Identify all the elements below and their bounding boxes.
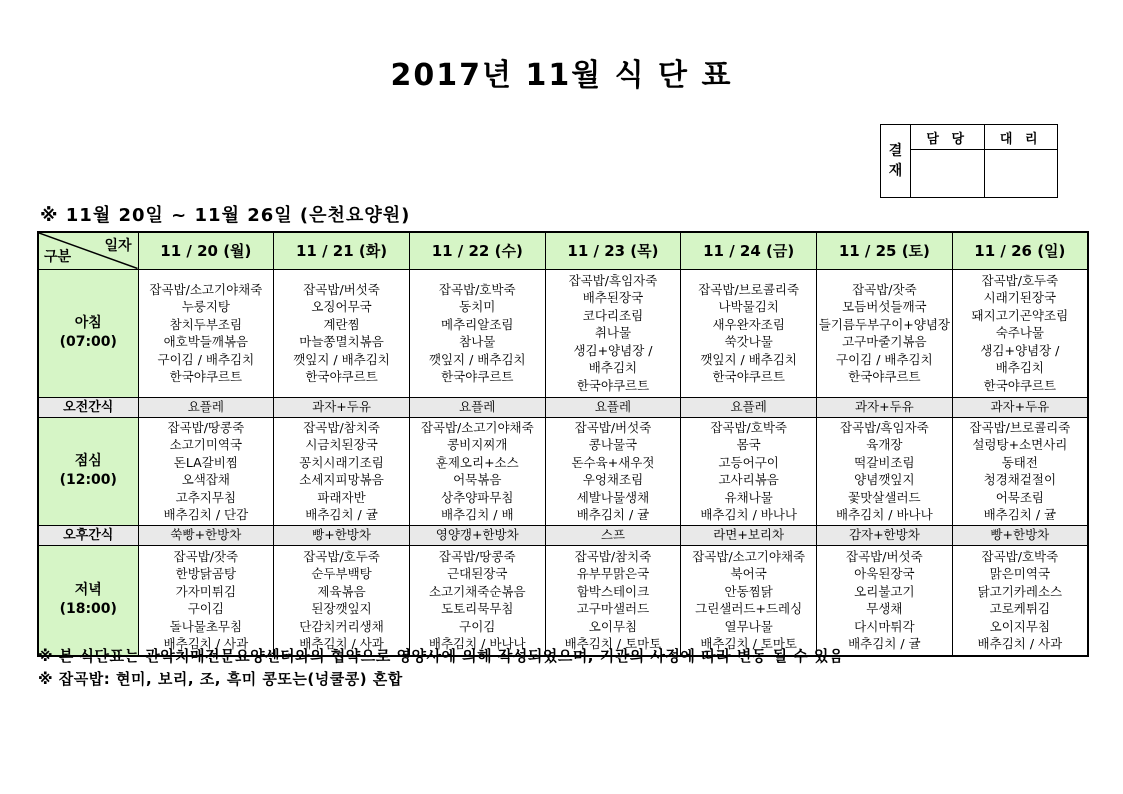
menu-item: 한국야쿠르트	[712, 369, 785, 384]
row-label-breakfast: 아침 (07:00)	[38, 269, 138, 397]
menu-item: 오리불고기	[854, 583, 915, 599]
date-header-6: 11 / 26 (일)	[952, 232, 1088, 269]
menu-row-lunch	[38, 417, 1088, 525]
menu-item: 배추김치 / 귤	[983, 507, 1057, 522]
menu-row-pm-snack	[38, 525, 1088, 545]
menu-item: 어묵조림	[995, 489, 1045, 505]
menu-item: 육개장	[866, 437, 903, 452]
menu-item: 생김+양념장 /	[980, 342, 1060, 358]
lunch-cell-0	[138, 417, 274, 525]
menu-item: 가자미튀김	[175, 583, 237, 599]
pm-snack-cell-0: 쑥빵+한방차	[138, 525, 274, 545]
menu-table	[37, 231, 1089, 657]
menu-item: 배추김치 / 사과	[299, 636, 384, 652]
approval-col-daeri	[984, 125, 1058, 197]
breakfast-cell-2	[409, 269, 545, 397]
pm-snack-cell-3: 스프	[545, 525, 681, 545]
menu-table-body	[38, 269, 1088, 656]
am-snack-cell-0: 요플레	[138, 397, 274, 417]
menu-item: 소고기채죽순볶음	[428, 583, 526, 599]
date-header-0: 11 / 20 (월)	[138, 232, 274, 269]
menu-item: 양념깻잎지	[854, 472, 915, 487]
row-label-am-snack: 오전간식	[38, 397, 138, 417]
menu-item: 배추김치 / 귤	[576, 507, 650, 522]
pm-snack-cell-5: 감자+한방차	[817, 525, 953, 545]
menu-item: 어묵볶음	[453, 472, 502, 487]
date-header-1: 11 / 21 (화)	[274, 232, 410, 269]
menu-item: 동태전	[1001, 454, 1038, 470]
am-snack-cell-2: 요플레	[409, 397, 545, 417]
menu-item: 잡곡밥/잣죽	[852, 281, 917, 297]
menu-row-breakfast	[38, 269, 1088, 397]
menu-item: 아욱된장국	[854, 566, 915, 582]
menu-item: 한방닭곰탕	[175, 566, 237, 582]
table-header-row	[38, 232, 1088, 269]
menu-item: 들기름두부구이+양념장	[818, 316, 950, 332]
menu-item: 참치두부조림	[169, 316, 243, 332]
menu-item: 오이지무침	[989, 618, 1051, 634]
note-2: ※ 잡곡밥: 현미, 보리, 조, 흑미 콩또는(넝쿨콩) 혼합	[38, 670, 403, 688]
am-snack-cell-3: 요플레	[545, 397, 681, 417]
pm-snack-cell-6: 빵+한방차	[952, 525, 1088, 545]
menu-item: 취나물	[594, 325, 632, 341]
menu-item: 계란찜	[323, 316, 360, 332]
menu-item: 한국야쿠르트	[983, 377, 1057, 393]
menu-item: 한국야쿠르트	[848, 369, 921, 384]
menu-item: 순두부백탕	[311, 566, 372, 582]
menu-item: 소고기미역국	[169, 437, 243, 452]
menu-item: 잡곡밥/호두죽	[303, 548, 380, 564]
menu-item: 열무나물	[724, 618, 773, 634]
menu-item: 깻잎지 / 배추김치	[428, 351, 526, 367]
menu-item: 소세지피망볶음	[299, 472, 384, 487]
corner-label-category: 구분	[44, 248, 72, 265]
am-snack-cell-4: 요플레	[681, 397, 817, 417]
menu-item: 상추양파무침	[441, 489, 514, 505]
menu-item: 잡곡밥/버섯죽	[303, 281, 380, 297]
menu-item: 시래기된장국	[983, 290, 1057, 306]
menu-item: 몸국	[736, 437, 761, 452]
corner-cell	[38, 232, 138, 269]
menu-item: 잡곡밥/참치죽	[303, 419, 380, 435]
menu-item: 새우완자조림	[712, 316, 785, 332]
menu-item: 배추김치 / 귤	[848, 636, 921, 652]
pm-snack-cell-1: 빵+한방차	[274, 525, 410, 545]
week-range-subtitle: ※ 11월 20일 ~ 11월 26일 (은천요양원)	[40, 205, 411, 226]
menu-item: 잡곡밥/브로콜리죽	[698, 281, 800, 297]
dinner-cell-3	[545, 545, 681, 656]
menu-item: 배추김치 / 토마토	[564, 636, 662, 652]
menu-item: 돈수육+새우젓	[571, 454, 655, 470]
menu-item: 잡곡밥/호박죽	[710, 419, 787, 435]
menu-item: 잡곡밥/소고기야채죽	[692, 548, 806, 564]
menu-item: 참나물	[459, 334, 496, 349]
date-header-4: 11 / 24 (금)	[681, 232, 817, 269]
breakfast-cell-6	[952, 269, 1088, 397]
menu-item: 잡곡밥/브로콜리죽	[969, 419, 1071, 435]
lunch-cell-3	[545, 417, 681, 525]
approval-col-damdang	[911, 125, 984, 197]
menu-item: 콩비지찌개	[447, 437, 508, 452]
approval-sign-cell-daeri	[985, 150, 1058, 197]
lunch-cell-5	[817, 417, 953, 525]
breakfast-cell-5	[817, 269, 953, 397]
am-snack-cell-1: 과자+두유	[274, 397, 410, 417]
dinner-cell-1	[274, 545, 410, 656]
menu-item: 누룽지탕	[181, 299, 230, 314]
menu-item: 배추김치 / 바나나	[836, 507, 933, 522]
corner-label-date: 일자	[104, 238, 132, 254]
menu-item: 고구마줄기볶음	[842, 334, 927, 349]
menu-item: 단감치커리생채	[299, 618, 384, 634]
menu-item: 배추김치 / 단감	[163, 507, 249, 522]
menu-item: 동치미	[459, 299, 496, 314]
lunch-cell-1	[274, 417, 410, 525]
breakfast-cell-3	[545, 269, 681, 397]
pm-snack-cell-2: 영양갱+한방차	[409, 525, 545, 545]
menu-item: 배추된장국	[582, 290, 644, 306]
menu-item: 잡곡밥/버섯죽	[574, 419, 652, 435]
menu-item: 한국야쿠르트	[576, 377, 650, 393]
menu-item: 무생채	[866, 601, 903, 617]
menu-item: 잡곡밥/호박죽	[981, 548, 1059, 564]
am-snack-cell-6: 과자+두유	[952, 397, 1088, 417]
menu-item: 콩나물국	[588, 437, 638, 452]
menu-item: 세발나물생채	[576, 489, 650, 505]
date-header-2: 11 / 22 (수)	[409, 232, 545, 269]
menu-item: 잡곡밥/참치죽	[574, 548, 652, 564]
lunch-cell-4	[681, 417, 817, 525]
menu-item: 배추김치	[995, 360, 1045, 376]
menu-item: 그린샐러드+드레싱	[695, 601, 803, 617]
row-label-lunch: 점심 (12:00)	[38, 417, 138, 525]
menu-item: 유부무맑은국	[576, 566, 650, 582]
approval-header-damdang: 담 당	[911, 125, 984, 150]
menu-item: 잡곡밥/호박죽	[438, 281, 516, 297]
menu-item: 우엉채조림	[582, 472, 644, 487]
menu-item: 숙주나물	[995, 325, 1045, 341]
menu-item: 돈LA갈비찜	[173, 454, 238, 470]
menu-item: 고구마샐러드	[576, 601, 650, 617]
menu-item: 생김+양념장 /	[573, 342, 653, 358]
am-snack-cell-5: 과자+두유	[817, 397, 953, 417]
page-title: 2017년 11월 식 단 표	[390, 58, 733, 93]
dinner-cell-5	[817, 545, 953, 656]
row-label-dinner: 저녁 (18:00)	[38, 545, 138, 656]
menu-item: 돼지고기곤약조림	[971, 307, 1069, 323]
menu-item: 오이무침	[588, 618, 638, 634]
breakfast-cell-1	[274, 269, 410, 397]
menu-item: 배추김치 / 사과	[163, 636, 249, 652]
date-header-3: 11 / 23 (목)	[545, 232, 681, 269]
menu-item: 배추김치 / 바나나	[700, 507, 797, 522]
dinner-cell-6	[952, 545, 1088, 656]
pm-snack-cell-4: 라면+보리차	[681, 525, 817, 545]
menu-item: 돌나물초무침	[169, 618, 243, 634]
dinner-cell-4	[681, 545, 817, 656]
menu-item: 오색잡채	[181, 472, 230, 487]
breakfast-cell-0	[138, 269, 274, 397]
menu-item: 잡곡밥/잣죽	[173, 548, 239, 564]
menu-item: 고등어구이	[718, 454, 779, 470]
date-header-5: 11 / 25 (토)	[817, 232, 953, 269]
menu-item: 마늘쫑멸치볶음	[299, 334, 384, 349]
menu-item: 잡곡밥/버섯죽	[846, 548, 923, 564]
menu-item: 구이김	[459, 618, 496, 634]
dinner-cell-2	[409, 545, 545, 656]
menu-item: 잡곡밥/호두죽	[981, 272, 1059, 288]
menu-item: 파래자반	[317, 489, 366, 505]
menu-item: 된장깻잎지	[311, 601, 372, 617]
lunch-cell-6	[952, 417, 1088, 525]
menu-item: 청경채겉절이	[983, 472, 1057, 487]
menu-item: 안동찜닭	[724, 583, 773, 599]
row-label-pm-snack: 오후간식	[38, 525, 138, 545]
note-1: ※ 본 식단표는 관악치매전문요양센터와의 협약으로 영양사에 의해 작성되었으며, 기관의 사정에 따라 변동 될 수 있음	[38, 647, 844, 665]
approval-box	[880, 124, 1058, 198]
approval-stamp-label: 결재	[881, 125, 911, 197]
menu-item: 북어국	[730, 566, 767, 582]
menu-item: 잡곡밥/흑임자죽	[568, 272, 658, 288]
menu-item: 배추김치 / 귤	[305, 507, 378, 522]
menu-item: 다시마튀각	[854, 618, 915, 634]
menu-item: 배추김치	[588, 360, 638, 376]
menu-item: 근대된장국	[447, 566, 508, 582]
menu-item: 제육볶음	[317, 583, 366, 599]
menu-row-dinner	[38, 545, 1088, 656]
menu-item: 구이김 / 배추김치	[157, 351, 255, 367]
menu-item: 맑은미역국	[989, 566, 1051, 582]
menu-item: 잡곡밥/흑임자죽	[839, 419, 929, 435]
menu-item: 구이김	[187, 601, 224, 617]
menu-item: 떡갈비조림	[854, 454, 915, 470]
menu-item: 고추지무침	[175, 489, 237, 505]
menu-item: 유채나물	[724, 489, 773, 505]
menu-item: 애호박들깨볶음	[163, 334, 249, 349]
menu-item: 오징어무국	[311, 299, 372, 314]
menu-item: 코다리조림	[582, 307, 644, 323]
menu-item: 구이김 / 배추김치	[836, 351, 933, 367]
dinner-cell-0	[138, 545, 274, 656]
menu-item: 잡곡밥/소고기야채죽	[149, 281, 263, 297]
menu-item: 꽃맛살샐러드	[848, 489, 921, 505]
menu-item: 배추김치 / 토마토	[700, 636, 797, 652]
menu-item: 도토리묵무침	[441, 601, 514, 617]
menu-item: 훈제오리+소스	[435, 454, 519, 470]
menu-item: 배추김치 / 사과	[977, 636, 1063, 652]
menu-item: 배추김치 / 바나나	[428, 636, 526, 652]
menu-item: 잡곡밥/땅콩죽	[167, 419, 245, 435]
menu-item: 설렁탕+소면사리	[972, 437, 1068, 452]
menu-item: 잡곡밥/소고기야채죽	[420, 419, 534, 435]
menu-item: 잡곡밥/땅콩죽	[438, 548, 516, 564]
menu-item: 한국야쿠르트	[441, 369, 514, 384]
approval-header-daeri: 대 리	[985, 125, 1058, 150]
breakfast-cell-4	[681, 269, 817, 397]
menu-item: 고로케튀김	[989, 601, 1051, 617]
menu-item: 깻잎지 / 배추김치	[293, 351, 390, 367]
menu-row-am-snack	[38, 397, 1088, 417]
menu-item: 메추리알조림	[441, 316, 514, 332]
menu-item: 깻잎지 / 배추김치	[700, 351, 797, 367]
menu-item: 한국야쿠르트	[169, 369, 243, 384]
menu-item: 쑥갓나물	[724, 334, 773, 349]
lunch-cell-2	[409, 417, 545, 525]
menu-item: 모듬버섯들깨국	[842, 299, 927, 314]
approval-sign-cell-damdang	[911, 150, 984, 197]
menu-item: 시금치된장국	[305, 437, 378, 452]
menu-item: 배추김치 / 배	[440, 507, 514, 522]
menu-item: 꽁치시래기조림	[299, 454, 384, 470]
menu-item: 한국야쿠르트	[305, 369, 378, 384]
menu-item: 닭고기카레소스	[977, 583, 1063, 599]
menu-item: 고사리볶음	[718, 472, 779, 487]
footer-notes	[38, 645, 844, 691]
menu-item: 함박스테이크	[576, 583, 650, 599]
menu-item: 나박물김치	[718, 299, 779, 314]
